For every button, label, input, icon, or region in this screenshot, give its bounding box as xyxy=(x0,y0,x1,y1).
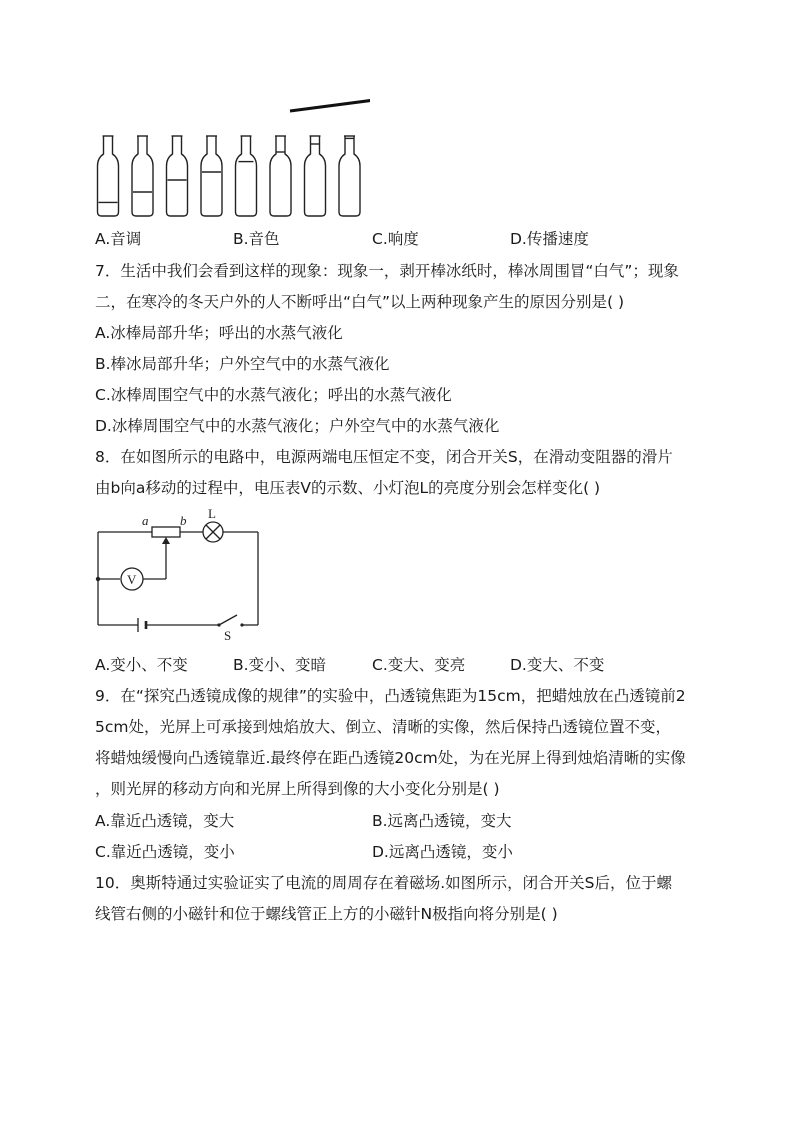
bottle xyxy=(339,136,360,216)
bottle xyxy=(236,136,257,216)
label-switch: S xyxy=(224,628,232,643)
q7-option-a[interactable]: A.冰棒局部升华；呼出的水蒸气液化 xyxy=(95,324,343,342)
q9-stem-line-4: ，则光屏的移动方向和光屏上所得到像的大小变化分别是( ) xyxy=(95,780,500,798)
bottle xyxy=(167,136,188,216)
q7-stem-line-2: 二，在寒冷的冬天户外的人不断呼出“白气”以上两种现象产生的原因分别是( ) xyxy=(95,293,625,311)
bottle xyxy=(98,136,119,216)
striking-stick xyxy=(290,99,370,111)
q6-option-a[interactable]: A.音调 xyxy=(95,230,142,248)
label-lamp: L xyxy=(208,506,216,521)
q7-option-c[interactable]: C.冰棒周围空气中的水蒸气液化；呼出的水蒸气液化 xyxy=(95,386,452,404)
q8-stem-line-1: 8．在如图所示的电路中，电源两端电压恒定不变，闭合开关S，在滑动变阻器的滑片 xyxy=(95,448,673,466)
q10-stem-line-2: 线管右侧的小磁针和位于螺线管正上方的小磁针N极指向将分别是( ) xyxy=(95,905,558,923)
q8-option-b[interactable]: B.变小、变暗 xyxy=(233,656,327,674)
label-voltmeter: V xyxy=(127,572,137,587)
q9-option-d[interactable]: D.远离凸透镜，变小 xyxy=(372,843,513,861)
q7-option-d[interactable]: D.冰棒周围空气中的水蒸气液化；户外空气中的水蒸气液化 xyxy=(95,417,500,435)
q9-option-b[interactable]: B.远离凸透镜，变大 xyxy=(372,812,512,830)
q6-option-d[interactable]: D.传播速度 xyxy=(510,230,589,248)
q9-stem-line-2: 5cm处，光屏上可承接到烛焰放大、倒立、清晰的实像，然后保持凸透镜位置不变， xyxy=(95,718,671,736)
q8-option-d[interactable]: D.变大、不变 xyxy=(510,656,605,674)
q9-stem-line-1: 9．在“探究凸透镜成像的规律”的实验中，凸透镜焦距为15cm，把蜡烛放在凸透镜前2 xyxy=(95,687,686,705)
q6-option-b[interactable]: B.音色 xyxy=(233,230,280,248)
q9-option-c[interactable]: C.靠近凸透镜，变小 xyxy=(95,843,235,861)
bottle xyxy=(201,136,222,216)
bottle xyxy=(305,136,326,216)
q8-option-c[interactable]: C.变大、变亮 xyxy=(372,656,466,674)
q7-stem-line-1: 7．生活中我们会看到这样的现象：现象一，剥开棒冰纸时，棒冰周围冒“白气”；现象 xyxy=(95,262,679,280)
label-b: b xyxy=(180,513,187,528)
switch xyxy=(219,615,237,625)
bottle xyxy=(270,136,291,216)
q8-stem-line-2: 由b向a移动的过程中，电压表V的示数、小灯泡L的亮度分别会怎样变化( ) xyxy=(95,479,601,497)
q8-option-a[interactable]: A.变小、不变 xyxy=(95,656,188,674)
q10-stem-line-1: 10．奥斯特通过实验证实了电流的周周存在着磁场.如图所示，闭合开关S后，位于螺 xyxy=(95,874,672,892)
label-a: a xyxy=(142,513,149,528)
q7-option-b[interactable]: B.棒冰局部升华；户外空气中的水蒸气液化 xyxy=(95,355,390,373)
rheostat xyxy=(152,527,180,537)
circuit-diagram xyxy=(92,505,267,645)
bottle xyxy=(132,136,153,216)
bottles-figure xyxy=(90,90,370,222)
q9-stem-line-3: 将蜡烛缓慢向凸透镜靠近.最终停在距凸透镜20cm处，为在光屏上得到烛焰清晰的实像 xyxy=(95,749,686,767)
q9-option-a[interactable]: A.靠近凸透镜，变大 xyxy=(95,812,235,830)
q6-option-c[interactable]: C.响度 xyxy=(372,230,419,248)
